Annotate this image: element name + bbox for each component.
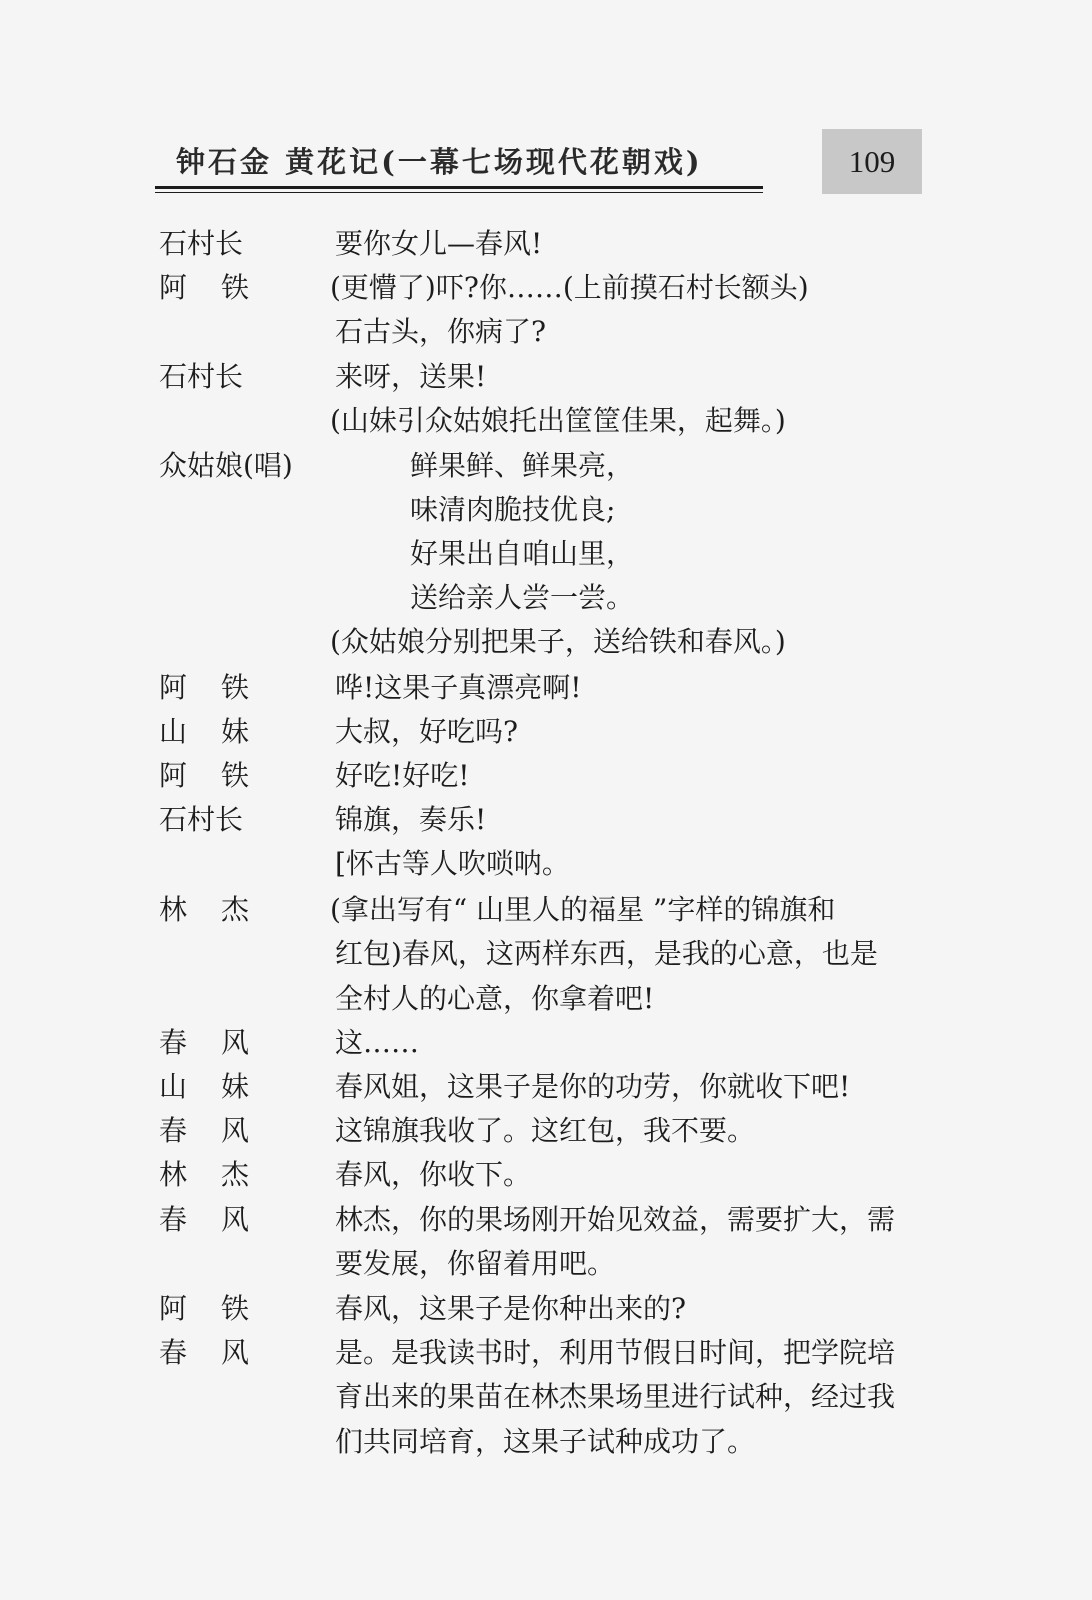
speaker-char: 春	[159, 1026, 188, 1059]
speaker-name	[159, 1065, 249, 1109]
dialogue-line	[0, 355, 1092, 399]
speaker-char: 山	[159, 715, 188, 748]
line-text: 春风，你收下。	[335, 1158, 532, 1191]
continuation-line	[0, 977, 1092, 1021]
lyric-text: 好果出自咱山里，	[410, 537, 635, 570]
song-line	[0, 488, 1092, 532]
speaker-char: 风	[220, 1336, 249, 1369]
lyric-text: 鲜果鲜、鲜果亮，	[410, 449, 635, 482]
speaker-name: 石村长	[159, 227, 244, 260]
line-text: [怀古等人吹唢呐。	[335, 847, 570, 880]
dialogue-line	[0, 1153, 1092, 1197]
line-text: 林杰，你的果场刚开始见效益，需要扩大，需	[335, 1203, 896, 1236]
line-text: 这……	[335, 1026, 420, 1059]
speaker-name	[159, 710, 249, 754]
line-text: 育出来的果苗在林杰果场里进行试种，经过我	[335, 1380, 896, 1413]
dialogue-line	[0, 222, 1092, 266]
continuation-line	[0, 932, 1092, 976]
dialogue-line	[0, 1198, 1092, 1242]
line-text: 要发展，你留着用吧。	[335, 1247, 616, 1280]
line-text: 这锦旗我收了。这红包，我不要。	[335, 1114, 756, 1147]
stage-direction	[0, 842, 1092, 886]
dialogue-line	[0, 798, 1092, 842]
speaker-name	[159, 666, 249, 710]
speaker-name	[159, 1021, 249, 1065]
line-text: 石古头，你病了?	[335, 315, 547, 348]
dialogue-line	[0, 888, 1092, 932]
speaker-name	[159, 1109, 249, 1153]
speaker-char: 春	[159, 1203, 188, 1236]
continuation-line	[0, 1375, 1092, 1419]
dialogue-line	[0, 1065, 1092, 1109]
speaker-name	[159, 888, 249, 932]
continuation-line	[0, 310, 1092, 354]
line-text: 红包)春风，这两样东西，是我的心意，也是	[335, 937, 878, 970]
speaker-char: 杰	[220, 1158, 249, 1191]
stage-direction	[0, 399, 1092, 443]
line-text: 来呀，送果!	[335, 360, 487, 393]
header-rule-thick	[155, 186, 763, 189]
speaker-char: 风	[220, 1203, 249, 1236]
speaker-char: 阿	[159, 671, 188, 704]
speaker-char: 阿	[159, 1292, 188, 1325]
song-line	[0, 444, 1092, 488]
line-text: (拿出写有“ 山里人的福星 ”字样的锦旗和	[330, 893, 836, 926]
song-line	[0, 532, 1092, 576]
dialogue-line	[0, 666, 1092, 710]
dialogue-line	[0, 754, 1092, 798]
speaker-name: 石村长	[159, 360, 244, 393]
speaker-char: 阿	[159, 759, 188, 792]
line-text: 要你女儿—春风!	[335, 227, 543, 260]
speaker-char: 林	[159, 893, 188, 926]
stage-direction	[0, 620, 1092, 664]
speaker-name	[159, 1287, 249, 1331]
speaker-char: 山	[159, 1070, 188, 1103]
lyric-text: 送给亲人尝一尝。	[410, 581, 635, 614]
speaker-char: 铁	[220, 1292, 249, 1325]
line-text: 是。是我读书时，利用节假日时间，把学院培	[335, 1336, 896, 1369]
speaker-char: 春	[159, 1336, 188, 1369]
line-text: 锦旗，奏乐!	[335, 803, 487, 836]
line-text: (众姑娘分别把果子，送给铁和春风。)	[330, 625, 786, 658]
line-text: 春风，这果子是你种出来的?	[335, 1292, 687, 1325]
dialogue-line	[0, 1021, 1092, 1065]
continuation-line	[0, 1420, 1092, 1464]
page-number: 109	[822, 129, 922, 194]
speaker-char: 妹	[220, 715, 249, 748]
dialogue-line	[0, 266, 1092, 310]
speaker-name: 众姑娘(唱)	[159, 449, 293, 482]
speaker-char: 春	[159, 1114, 188, 1147]
line-text: 们共同培育，这果子试种成功了。	[335, 1425, 756, 1458]
line-text: 好吃!好吃!	[335, 759, 470, 792]
dialogue-line	[0, 710, 1092, 754]
dialogue-line	[0, 1287, 1092, 1331]
speaker-name	[159, 266, 249, 310]
speaker-char: 杰	[220, 893, 249, 926]
song-line	[0, 576, 1092, 620]
header-rule-thin	[155, 192, 763, 193]
speaker-char: 铁	[220, 271, 249, 304]
running-head: 钟石金 黄花记(一幕七场现代花朝戏)	[176, 145, 703, 179]
speaker-char: 风	[220, 1026, 249, 1059]
line-text: 哗!这果子真漂亮啊!	[335, 671, 582, 704]
speaker-name: 石村长	[159, 803, 244, 836]
line-text: (更懵了)吓?你……(上前摸石村长额头)	[330, 271, 809, 304]
line-text: 春风姐，这果子是你的功劳，你就收下吧!	[335, 1070, 851, 1103]
speaker-char: 风	[220, 1114, 249, 1147]
speaker-name	[159, 1331, 249, 1375]
line-text: (山妹引众姑娘托出筐筐佳果，起舞。)	[330, 404, 786, 437]
dialogue-line	[0, 1331, 1092, 1375]
speaker-name	[159, 754, 249, 798]
dialogue-line	[0, 1109, 1092, 1153]
speaker-char: 铁	[220, 759, 249, 792]
line-text: 大叔，好吃吗?	[335, 715, 519, 748]
lyric-text: 味清肉脆技优良;	[410, 493, 616, 526]
speaker-name	[159, 1153, 249, 1197]
speaker-char: 铁	[220, 671, 249, 704]
speaker-char: 林	[159, 1158, 188, 1191]
speaker-name	[159, 1198, 249, 1242]
speaker-char: 妹	[220, 1070, 249, 1103]
line-text: 全村人的心意，你拿着吧!	[335, 982, 655, 1015]
speaker-char: 阿	[159, 271, 188, 304]
continuation-line	[0, 1242, 1092, 1286]
